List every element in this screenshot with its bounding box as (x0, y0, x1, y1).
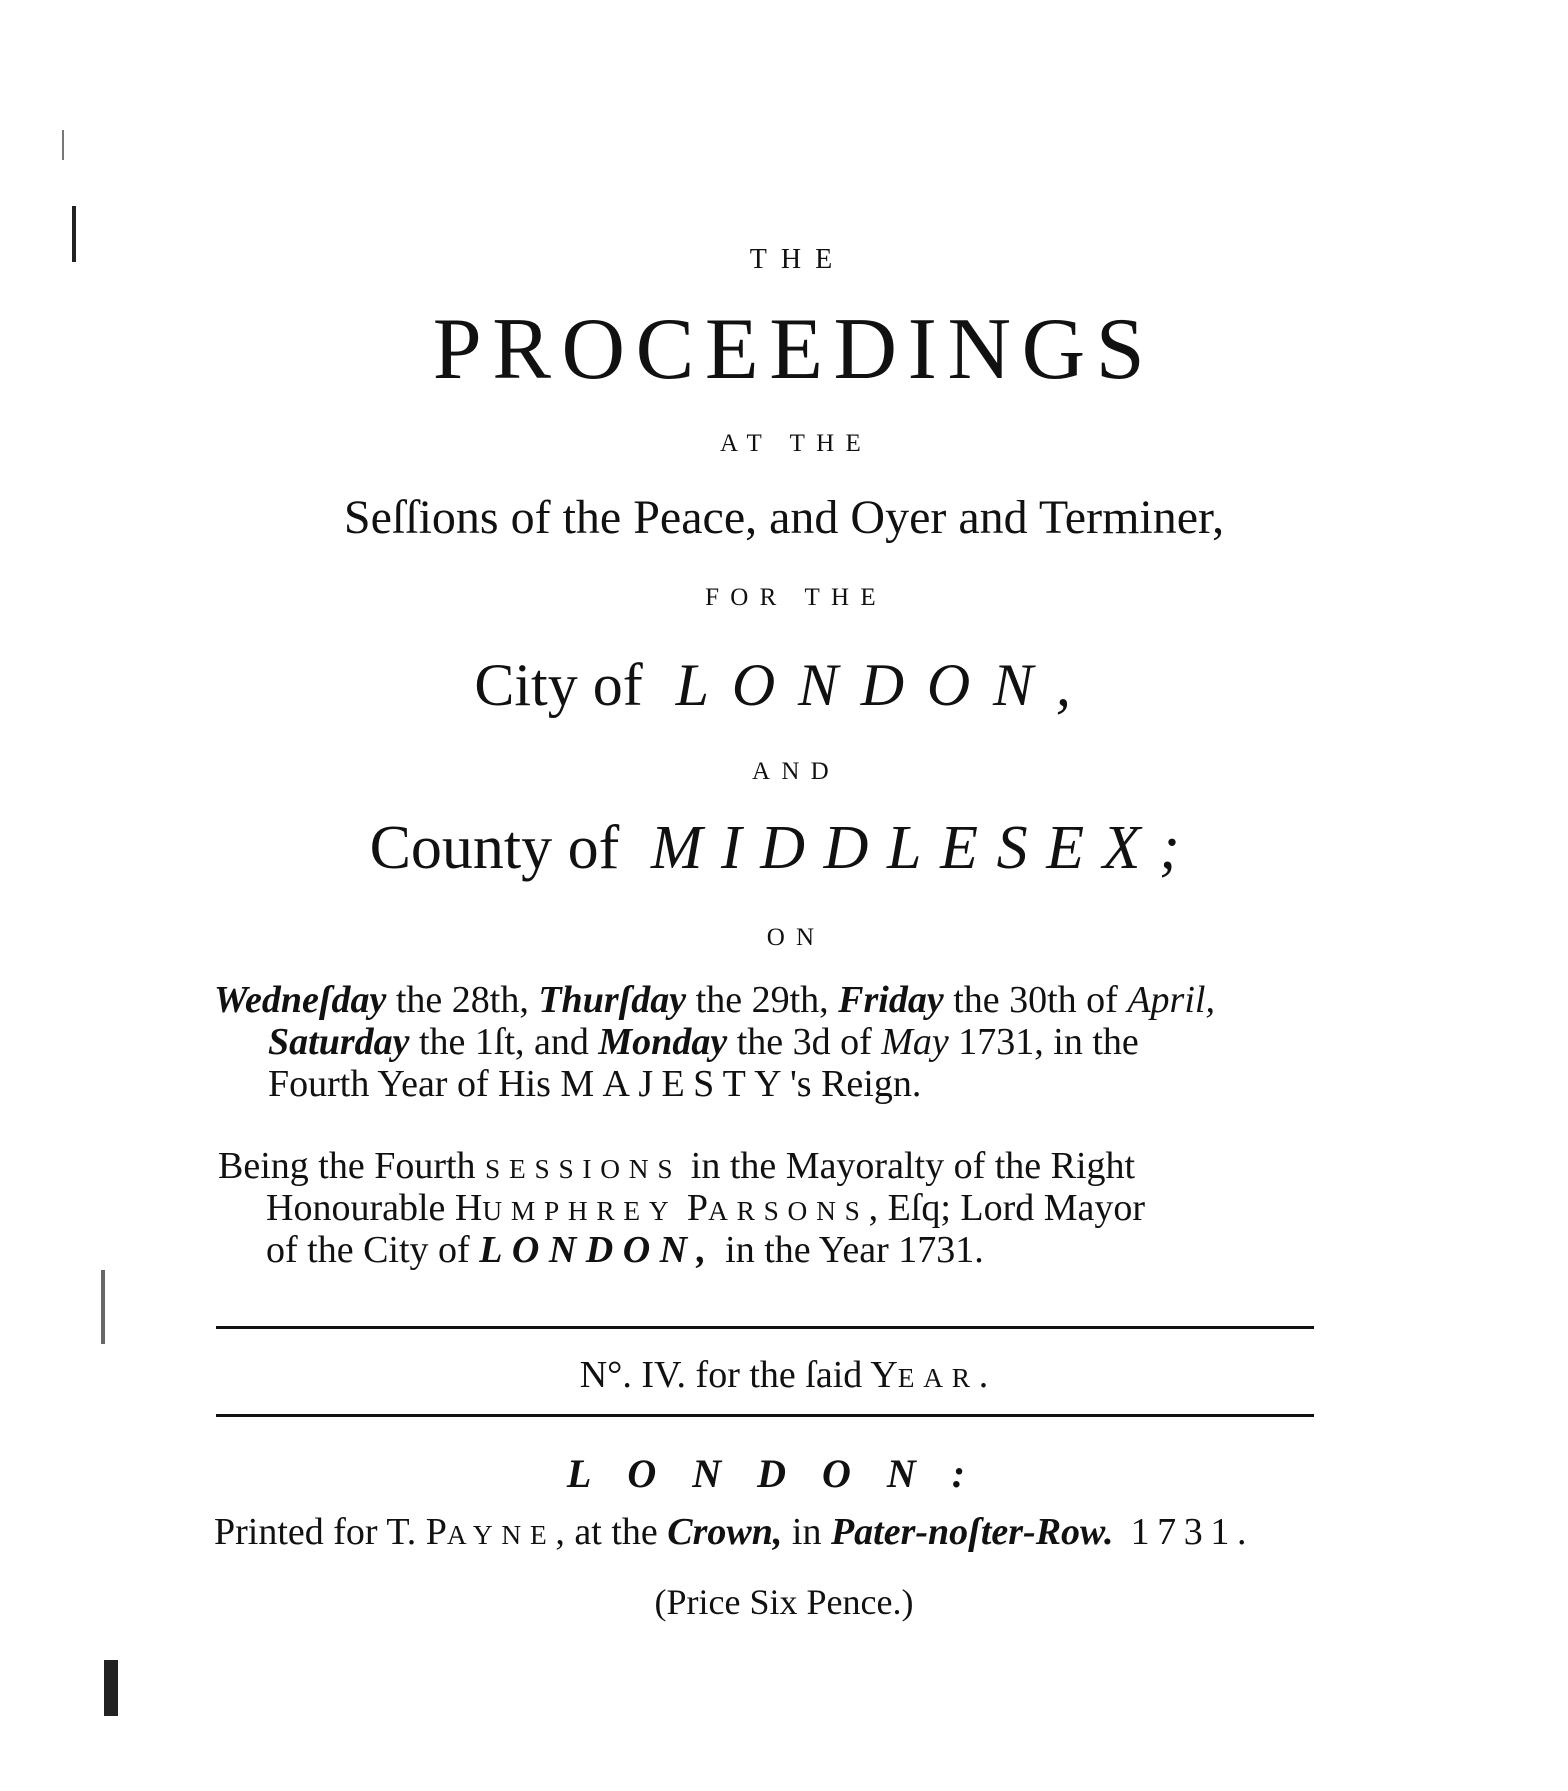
date-3d: the 3d of (727, 1021, 882, 1063)
dates-line-2 (268, 1022, 1139, 1062)
date-friday: Friday (838, 979, 944, 1021)
date-year: 1731, in the (948, 1021, 1139, 1063)
city-text: of the City of (266, 1229, 480, 1271)
parsons-initial: P (677, 1187, 709, 1229)
number-text: N°. IV. for the ſaid Y (579, 1354, 898, 1396)
majesty-text: MAJESTY (560, 1063, 790, 1105)
dates-line-3 (268, 1064, 921, 1104)
printed-for-text: Printed for T. P (214, 1511, 447, 1553)
middlesex-title: MIDDLESEX; (650, 814, 1199, 882)
imprint-year-text: 1731. (1113, 1511, 1255, 1553)
honourable-text: Honourable H (266, 1187, 483, 1229)
city-of-text: City of (474, 652, 643, 718)
lord-mayor-text: , Eſq; Lord Mayor (868, 1187, 1146, 1229)
title-proceedings: PROCEEDINGS (432, 301, 1156, 398)
scan-mark (72, 206, 76, 262)
subtitle-for-the: FOR THE (705, 584, 887, 611)
scan-mark (104, 1660, 118, 1716)
year-text: in the Year 1731. (715, 1229, 984, 1271)
scan-mark (62, 130, 64, 160)
date-monday: Monday (598, 1021, 728, 1063)
being-text-b: in the Mayoralty of the Right (681, 1145, 1136, 1187)
city-line (0, 650, 1568, 720)
at-the-text: , at the (555, 1511, 668, 1553)
reign-text-a: Fourth Year of His (268, 1063, 561, 1105)
being-line-3 (266, 1230, 984, 1270)
county-line (0, 812, 1568, 884)
being-line-2 (266, 1188, 1145, 1231)
scan-mark (101, 1270, 105, 1344)
subtitle-and: AND (752, 758, 840, 785)
reign-text-b: 's Reign. (789, 1063, 922, 1105)
price-line: (Price Six Pence.) (654, 1582, 914, 1622)
imprint-printed (214, 1512, 1254, 1555)
date-28th: the 28th, (386, 979, 539, 1021)
date-1st: the 1ſt, and (409, 1021, 599, 1063)
rule-bottom (216, 1414, 1314, 1417)
crown-text: Crown, (667, 1511, 783, 1553)
date-april: April, (1127, 979, 1215, 1021)
date-30th: the 30th of (943, 979, 1128, 1021)
dates-line-1 (214, 980, 1215, 1020)
london-title: LONDON, (675, 652, 1094, 718)
being-line-1 (218, 1146, 1135, 1189)
humphrey-caps: UMPHREY (482, 1196, 678, 1226)
date-saturday: Saturday (268, 1021, 410, 1063)
imprint-london (0, 1450, 1568, 1498)
london-inline: LONDON, (479, 1229, 716, 1271)
in-text: in (782, 1511, 831, 1553)
subtitle-on: ON (766, 924, 826, 951)
date-thursday: Thurſday (538, 979, 687, 1021)
county-of-text: County of (369, 814, 620, 882)
being-text-a: Being the Fourth (218, 1145, 486, 1187)
payne-caps: AYNE (446, 1520, 556, 1550)
sessions-line: Seſſions of the Peace, and Oyer and Terminer, (343, 491, 1225, 544)
date-may: May (881, 1021, 949, 1063)
parsons-caps: ARSONS (708, 1196, 869, 1226)
pater-noster-row-text: Pater-noſter-Row. (830, 1511, 1114, 1553)
imprint-london-text: LONDON: (566, 1451, 1002, 1496)
year-caps: EAR (897, 1363, 979, 1393)
rule-top (216, 1326, 1314, 1329)
number-period: . (978, 1354, 989, 1396)
subtitle-at-the: AT THE (720, 430, 872, 457)
date-29th: the 29th, (686, 979, 839, 1021)
date-wednesday: Wedneſday (214, 979, 387, 1021)
sessions-caps: SESSIONS (485, 1154, 682, 1184)
title-the: THE (749, 244, 847, 275)
number-line (0, 1352, 1568, 1401)
